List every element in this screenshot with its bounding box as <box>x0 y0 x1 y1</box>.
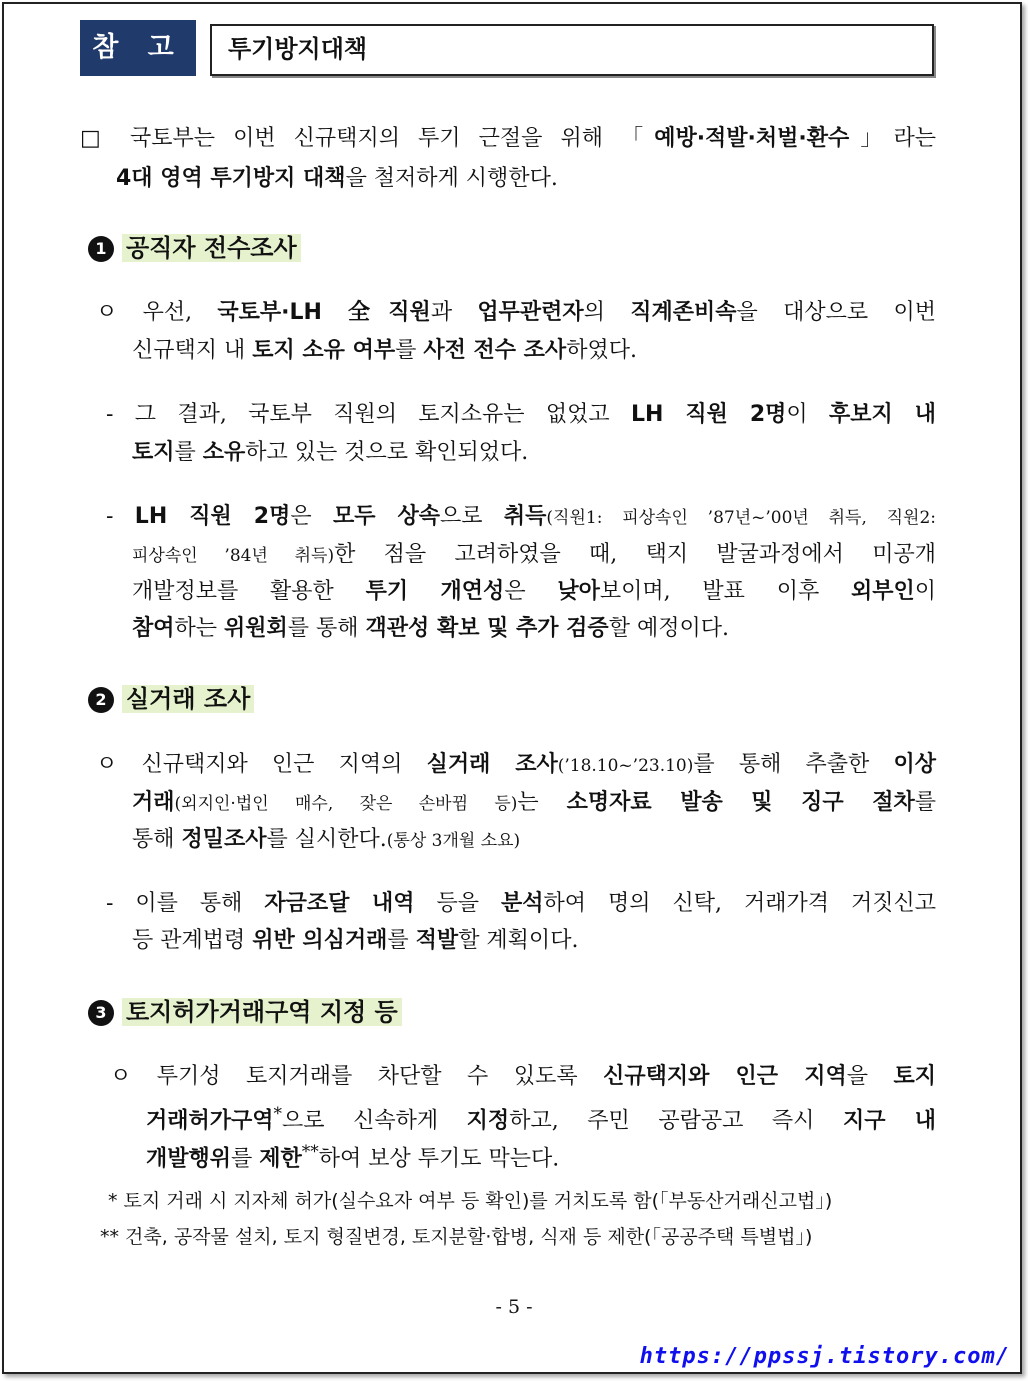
s3-para1-line3: 개발행위를 제한**하여 보상 투기도 막는다. <box>146 1142 560 1172</box>
number-badge-2: 2 <box>88 687 114 713</box>
reference-tag: 참 고 <box>80 20 196 76</box>
number-badge-1: 1 <box>88 236 114 262</box>
s1-para1-line2: 신규택지 내 토지 소유 여부를 사전 전수 조사하였다. <box>132 338 637 363</box>
s2-para1-line2: 거래(외지인·법인 매수, 잦은 손바뀜 등)는 소명자료 발송 및 징구 절차를 <box>132 790 936 815</box>
s1-para3-line3: 개발정보를 활용한 투기 개연성은 낮아보이며, 발표 이후 외부인이 <box>132 579 937 604</box>
watermark-url[interactable]: https://ppssj.tistory.com/ <box>639 1344 1010 1369</box>
s1-para3-line4: 참여하는 위원회를 통해 객관성 확보 및 추가 검증할 예정이다. <box>132 616 729 641</box>
number-badge-3: 3 <box>88 1000 114 1026</box>
s2-para2-line2: 등 관계법령 위반 의심거래를 적발할 계획이다. <box>132 928 579 953</box>
s1-para2-line2: 토지를 소유하고 있는 것으로 확인되었다. <box>132 440 529 465</box>
footnote-1: * 토지 거래 시 지자체 허가(실수요자 여부 등 확인)를 거치도록 함(「부동산거래신고법」) <box>108 1190 833 1212</box>
section-3-heading: 3 토지허가거래구역 지정 등 <box>88 996 402 1028</box>
s2-para2-line1: - 이를 통해 자금조달 내역 등을 분석하여 명의 신탁, 거래가격 거짓신고 <box>106 891 936 916</box>
footnote-2: ** 건축, 공작물 설치, 토지 형질변경, 토지분할·합병, 식재 등 제한(「공공주택 특별법」) <box>100 1226 813 1248</box>
page-title: 투기방지대책 <box>210 24 934 76</box>
page-number: - 5 - <box>495 1296 533 1318</box>
s3-para1-line1: ㅇ 투기성 토지거래를 차단할 수 있도록 신규택지와 인근 지역을 토지 <box>110 1064 936 1089</box>
s1-para2-line1: - 그 결과, 국토부 직원의 토지소유는 없었고 LH 직원 2명이 후보지 내 <box>106 402 936 427</box>
s2-para1-line3: 통해 정밀조사를 실시한다.(통상 3개월 소요) <box>132 827 521 852</box>
s3-para1-line2: 거래허가구역*으로 신속하게 지정하고, 주민 공람공고 즉시 지구 내 <box>146 1104 936 1134</box>
intro-line-1: □ 국토부는 이번 신규택지의 투기 근절을 위해 「예방·적발·처벌·환수」라는 <box>80 126 936 151</box>
intro-line-2: 4대 영역 투기방지 대책을 철저하게 시행한다. <box>116 166 558 191</box>
section-1-heading: 1 공직자 전수조사 <box>88 232 301 264</box>
s1-para1-line1: ㅇ 우선, 국토부·LH 全직원과 업무관련자의 직계존비속을 대상으로 이번 <box>96 300 936 325</box>
section-2-heading: 2 실거래 조사 <box>88 683 254 715</box>
s1-para3-line1: - LH 직원 2명은 모두 상속으로 취득(직원1: 피상속인 ’87년~’00년 취득, 직원2: <box>106 504 937 529</box>
s1-para3-line2: 피상속인 ’84년 취득)한 점을 고려하였을 때, 택지 발굴과정에서 미공개 <box>132 542 936 567</box>
s2-para1-line1: ㅇ 신규택지와 인근 지역의 실거래 조사(’18.10~’23.10)를 통해 추출한 이상 <box>96 752 937 777</box>
